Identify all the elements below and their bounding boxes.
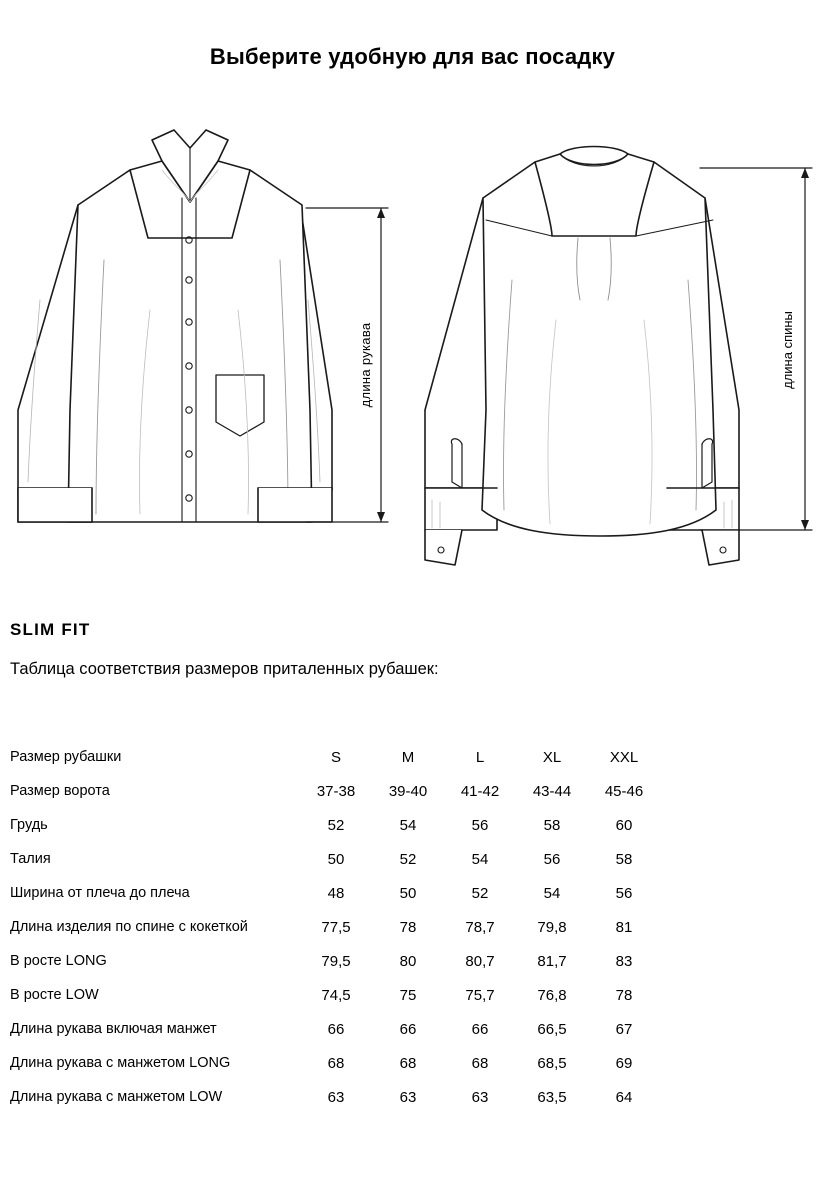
table-header-label: Размер рубашки: [10, 749, 122, 765]
column-header-m: M: [401, 748, 415, 766]
row-value: 41-42: [460, 782, 500, 800]
row-value: 63: [399, 1088, 417, 1106]
row-label: В росте LOW: [10, 987, 99, 1003]
size-table: [10, 740, 660, 1114]
page-title: Выберите удобную для вас посадку: [209, 44, 616, 69]
row-value: 80: [399, 952, 417, 970]
row-value: 66: [399, 1020, 417, 1038]
shirt-illustration: [0, 110, 825, 570]
back-shirt-technical-drawing: [425, 147, 739, 571]
row-value: 76,8: [537, 986, 567, 1004]
row-value: 54: [399, 816, 417, 834]
table-row: [10, 842, 660, 876]
row-value: 50: [327, 850, 345, 868]
column-header-s: S: [330, 748, 341, 766]
table-row: [10, 910, 660, 944]
row-value: 48: [327, 884, 345, 902]
row-value: 83: [615, 952, 633, 970]
column-header-xxl: XXL: [609, 748, 639, 766]
row-value: 66: [327, 1020, 345, 1038]
row-label: Грудь: [10, 817, 48, 833]
row-label: В росте LONG: [10, 953, 107, 969]
row-value: 67: [615, 1020, 633, 1038]
row-value: 56: [615, 884, 633, 902]
row-value: 79,8: [537, 918, 567, 936]
row-label: Талия: [10, 851, 51, 867]
back-length-label: длина спины: [780, 311, 795, 389]
row-value: 50: [399, 884, 417, 902]
table-row: [10, 1080, 660, 1114]
table-header-row: [10, 740, 660, 774]
row-value: 54: [471, 850, 489, 868]
row-value: 56: [543, 850, 561, 868]
row-label: Ширина от плеча до плеча: [10, 885, 190, 901]
table-row: [10, 774, 660, 808]
row-value: 78: [399, 918, 417, 936]
table-row: [10, 1046, 660, 1080]
row-value: 77,5: [321, 918, 351, 936]
column-header-xl: XL: [542, 748, 562, 766]
row-value: 63: [327, 1088, 345, 1106]
row-value: 56: [471, 816, 489, 834]
size-table-head: [10, 740, 660, 774]
row-value: 81: [615, 918, 633, 936]
row-value: 75,7: [465, 986, 495, 1004]
front-shirt-technical-drawing: [18, 130, 332, 570]
row-value: 52: [471, 884, 489, 902]
row-value: 64: [615, 1088, 633, 1106]
row-value: 66: [471, 1020, 489, 1038]
row-label: Размер ворота: [10, 783, 110, 799]
row-label: Длина рукава с манжетом LOW: [10, 1089, 223, 1105]
row-value: 74,5: [321, 986, 351, 1004]
table-row: [10, 944, 660, 978]
row-value: 52: [327, 816, 345, 834]
row-value: 63,5: [537, 1088, 567, 1106]
row-value: 78,7: [465, 918, 495, 936]
column-header-l: L: [475, 748, 485, 766]
row-value: 81,7: [537, 952, 567, 970]
size-table-body: [10, 774, 660, 1114]
row-value: 58: [615, 850, 633, 868]
table-row: [10, 978, 660, 1012]
row-value: 79,5: [321, 952, 351, 970]
row-value: 58: [543, 816, 561, 834]
row-value: 39-40: [388, 782, 428, 800]
table-row: [10, 876, 660, 910]
row-value: 66,5: [537, 1020, 567, 1038]
row-value: 68: [399, 1054, 417, 1072]
row-value: 78: [615, 986, 633, 1004]
fit-name: SLIM FIT: [10, 620, 91, 639]
row-value: 63: [471, 1088, 489, 1106]
sleeve-length-label: длина рукава: [358, 322, 373, 408]
row-value: 60: [615, 816, 633, 834]
row-value: 68: [471, 1054, 489, 1072]
row-value: 75: [399, 986, 417, 1004]
row-label: Длина изделия по спине с кокеткой: [10, 919, 248, 935]
row-label: Длина рукава включая манжет: [10, 1021, 217, 1037]
row-label: Длина рукава с манжетом LONG: [10, 1055, 231, 1071]
fit-description: Таблица соответствия размеров приталенных рубашек:: [10, 660, 439, 678]
row-value: 69: [615, 1054, 633, 1072]
row-value: 68: [327, 1054, 345, 1072]
table-row: [10, 808, 660, 842]
row-value: 68,5: [537, 1054, 567, 1072]
row-value: 45-46: [604, 782, 644, 800]
row-value: 80,7: [465, 952, 495, 970]
row-value: 43-44: [532, 782, 572, 800]
row-value: 54: [543, 884, 561, 902]
shirt-diagram-svg: [0, 110, 825, 570]
table-row: [10, 1012, 660, 1046]
row-value: 37-38: [316, 782, 356, 800]
row-value: 52: [399, 850, 417, 868]
